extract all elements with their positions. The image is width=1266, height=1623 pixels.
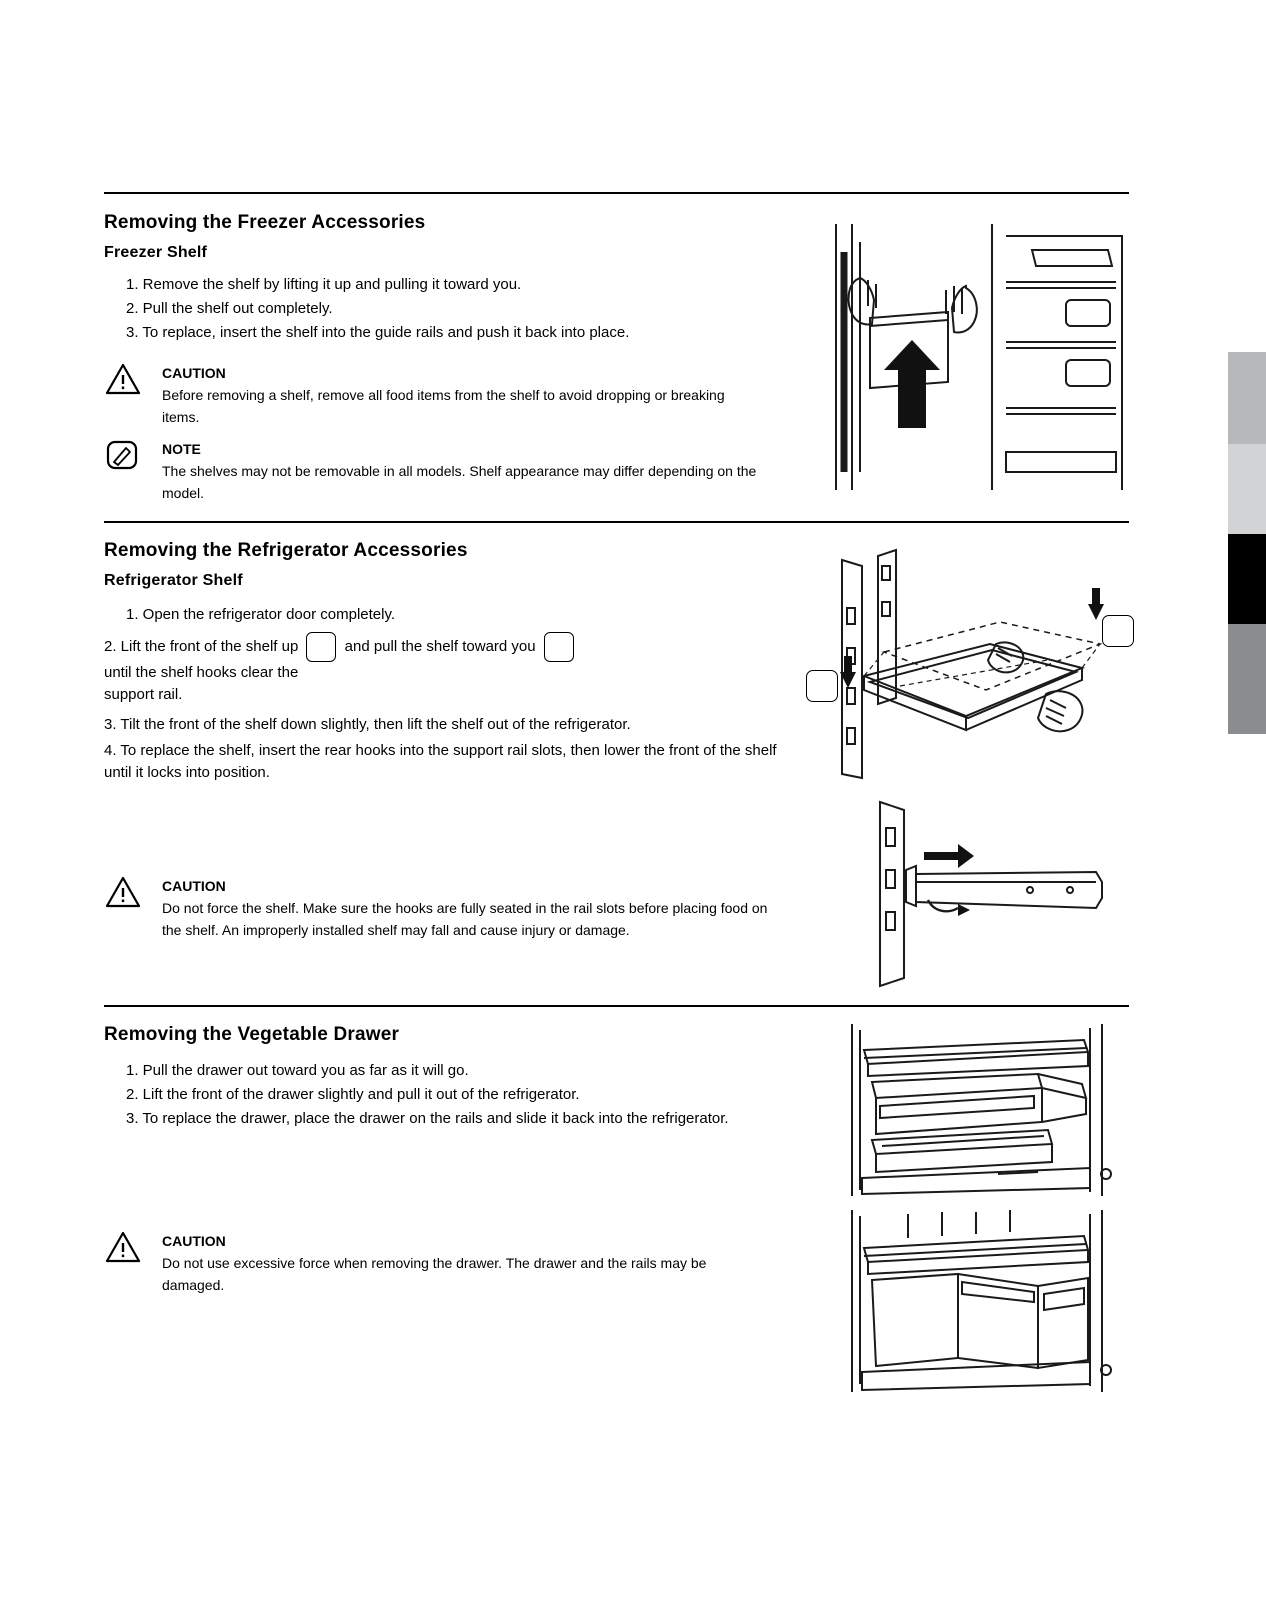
section-vegetable-drawer bbox=[104, 1024, 784, 1132]
note-text: The shelves may not be removable in all models. Shelf appearance may differ depending on the model. bbox=[162, 463, 757, 501]
list-item: 1. Pull the drawer out toward you as far as it will go. bbox=[126, 1062, 469, 1079]
figure-freezer-shelf bbox=[816, 222, 1128, 492]
step2-text-d: support rail. bbox=[104, 686, 183, 703]
side-tab-2 bbox=[1228, 444, 1266, 534]
section-divider-3 bbox=[104, 1005, 1129, 1007]
section-divider-1 bbox=[104, 192, 1129, 194]
figure-drawer-removed bbox=[838, 1208, 1130, 1396]
section-subtitle-refrigerator: Refrigerator Shelf bbox=[104, 572, 243, 589]
warning-text: Do not force the shelf. Make sure the hooks are fully seated in the rail slots before placing food on the shelf. An improperly installed shelf may fall and cause injury or damage. bbox=[162, 900, 768, 938]
warning-text: Do not use excessive force when removing the drawer. The drawer and the rails may be damaged. bbox=[162, 1255, 707, 1293]
warning-refrigerator bbox=[162, 875, 782, 941]
warning-freezer bbox=[162, 362, 762, 428]
warning-icon bbox=[104, 875, 142, 909]
list-item: 2. Lift the front of the drawer slightly and pull it out of the refrigerator. bbox=[126, 1086, 580, 1103]
warning-label: CAUTION bbox=[162, 878, 226, 894]
warning-icon bbox=[104, 362, 142, 396]
section-divider-2 bbox=[104, 521, 1129, 523]
step3-refrigerator: 3. Tilt the front of the shelf down slightly, then lift the shelf out of the refrigerator. bbox=[104, 716, 631, 733]
section-subtitle-freezer: Freezer Shelf bbox=[104, 244, 208, 261]
warning-icon bbox=[104, 1230, 142, 1264]
note-label: NOTE bbox=[162, 441, 201, 457]
step2-text-b: and pull the shelf toward you bbox=[344, 637, 536, 655]
list-item: 3. To replace the drawer, place the drawer on the rails and slide it back into the refrigerator. bbox=[126, 1110, 729, 1127]
steps-freezer bbox=[104, 274, 764, 344]
side-tab-1 bbox=[1228, 352, 1266, 444]
callout-marker-2 bbox=[544, 632, 574, 662]
section-title-freezer: Removing the Freezer Accessories bbox=[104, 212, 426, 233]
note-icon bbox=[104, 438, 142, 472]
section-refrigerator-shelf bbox=[104, 540, 784, 628]
figure-marker-1 bbox=[806, 670, 838, 702]
figure-shelf-removal bbox=[800, 548, 1130, 798]
list-item: 1. Open the refrigerator door completely. bbox=[126, 606, 396, 623]
section-title-drawer: Removing the Vegetable Drawer bbox=[104, 1024, 400, 1045]
steps-drawer bbox=[104, 1060, 784, 1130]
note-freezer bbox=[162, 438, 762, 504]
figure-drawer-open bbox=[838, 1022, 1130, 1200]
warning-text: Before removing a shelf, remove all food items from the shelf to avoid dropping or breaking items. bbox=[162, 387, 725, 425]
step2-text-c: until the shelf hooks clear the bbox=[104, 664, 299, 681]
side-tab-4 bbox=[1228, 624, 1266, 734]
list-item: 1. Remove the shelf by lifting it up and pulling it toward you. bbox=[126, 276, 522, 293]
page-side-tabs bbox=[1228, 352, 1266, 734]
section-freezer-shelf bbox=[104, 212, 764, 346]
steps-refrigerator bbox=[104, 604, 784, 626]
step-with-callouts bbox=[104, 632, 794, 784]
warning-label: CAUTION bbox=[162, 1233, 226, 1249]
warning-drawer bbox=[162, 1230, 762, 1296]
list-item: 3. To replace, insert the shelf into the guide rails and push it back into place. bbox=[126, 324, 630, 341]
callout-marker-1 bbox=[306, 632, 336, 662]
figure-marker-2 bbox=[1102, 615, 1134, 647]
list-item: 2. Pull the shelf out completely. bbox=[126, 300, 333, 317]
figure-rail-hook-detail bbox=[870, 800, 1130, 990]
section-title-refrigerator: Removing the Refrigerator Accessories bbox=[104, 540, 468, 561]
side-tab-3 bbox=[1228, 534, 1266, 624]
step4-refrigerator: 4. To replace the shelf, insert the rear hooks into the support rail slots, then lower the front of the shelf until it locks into position. bbox=[104, 742, 777, 781]
warning-label: CAUTION bbox=[162, 365, 226, 381]
step2-text-a: 2. Lift the front of the shelf up bbox=[104, 637, 299, 655]
step2-line bbox=[104, 632, 794, 662]
